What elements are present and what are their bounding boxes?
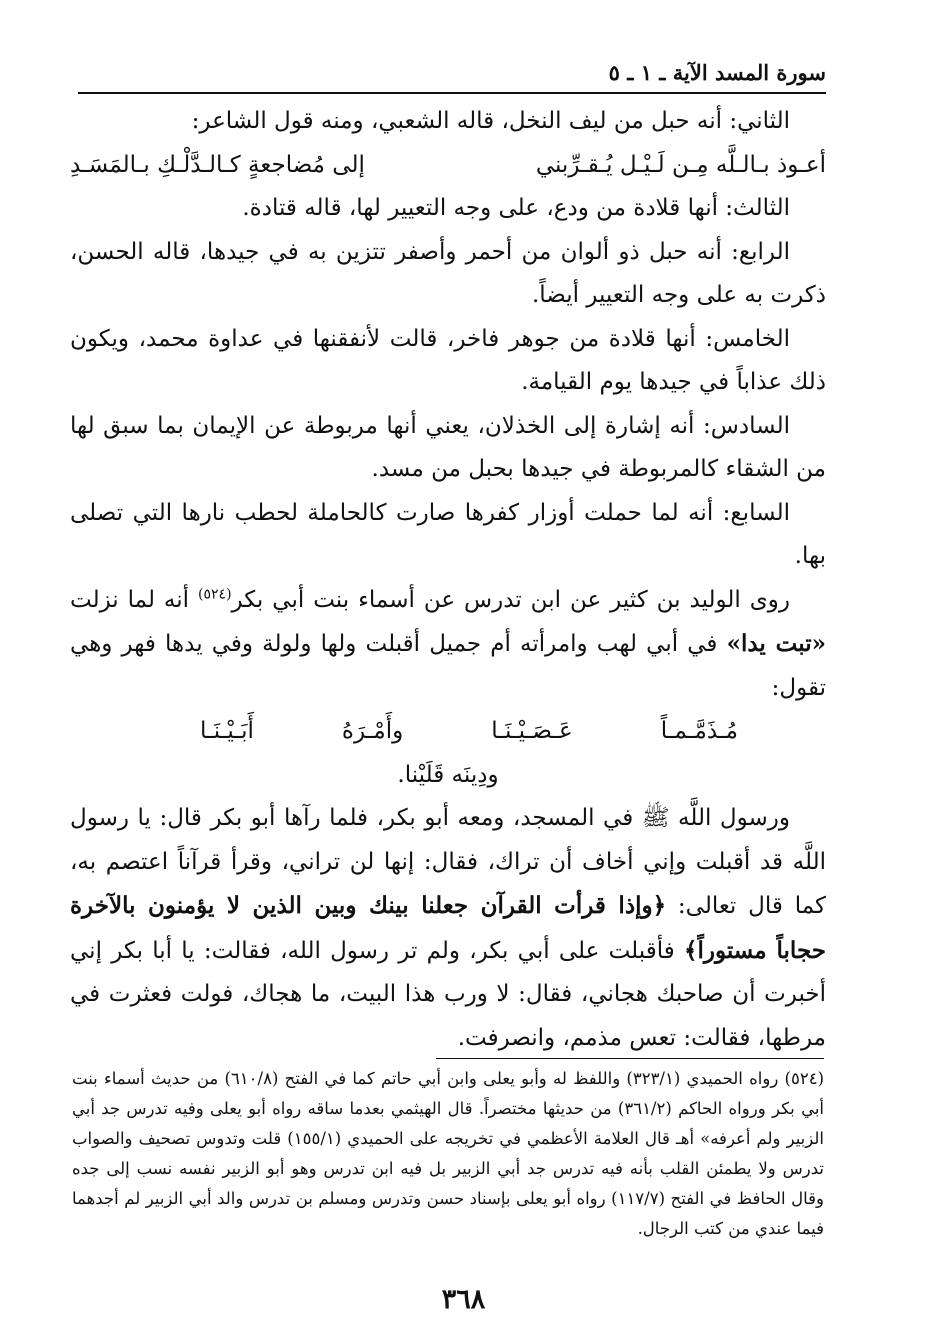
footnote-524: (٥٢٤) رواه الحميدي (٣٢٣/١) واللفظ له وأبو يعلى وابن أبي حاتم كما في الفتح (٦١٠/٨) من حديث أسماء بنت أبي بكر ورواه الحاكم (٣٦١/٢) من حديثها مختصراً. قال الهيثمي بعدما ساقه رواه أبو يعلى وفيه تدرس جد أبي الزبير ولم أعرفه» أهـ قال العلامة الأعظمي في تخريجه على الحميدي (١٥٥/١) قلت وتدوس تصحيف والصواب تدرس ولا يطمئن القلب بأنه فيه تدرس جد أبي الزبير بل فيه ابن تدرس وهو أبو الزبير نفسه نسب إلى جده وقال الحافظ في الفتح (١١٧/٧) رواه أبو يعلى بإسناد حسن وتدرس ومسلم بن تدرس والد أبي الزبير لم أجدهما فيما عندي من كتب الرجال. (72, 1069, 825, 1238)
chant-ending: ودِينَه قَلَيْنا. (397, 761, 499, 788)
chant-verse (70, 710, 826, 754)
paragraph-fourth-opinion: الرابع: أنه حبل ذو ألوان من أحمر وأصفر تتزين به في جيدها، قاله الحسن، ذكرت به على وجه التعيير أيضاً. (70, 238, 826, 308)
story-end: فأقبلت على أبي بكر، ولم تر رسول الله، فقالت: يا أبا بكر إني أخبرت أن صاحبك هجاني، فقال: لا ورب هذا البيت، ما هجاك، فولت فعثرت في مرطها، فقالت: تعس مذمم، وانصرفت. (70, 937, 826, 1051)
chant-word-1: مُـذَمَّـمـاً (660, 718, 738, 744)
page-number: ٣٦٨ (441, 1284, 486, 1315)
chant-word-4: أَبَـيْـنَـا (200, 718, 254, 744)
main-text (70, 100, 826, 1060)
narration-middle: أنه لما نزلت (70, 586, 199, 613)
paragraph-third-opinion: الثالث: أنها قلادة من ودع، على وجه التعيير لها، قاله قتادة. (242, 195, 790, 221)
chant-word-3: وأَمْـرَهُ (341, 718, 404, 744)
quran-quote-hijab: ﴿وإذا قرأت القرآن جعلنا بينك وبين الذين لا يؤمنون بالآخرة حجاباً مستوراً﴾ (70, 892, 827, 964)
chant-word-2: عَـصَـيْـنَـا (491, 718, 573, 744)
header-rule (78, 92, 826, 94)
paragraph-sixth-opinion: السادس: أنه إشارة إلى الخذلان، يعني أنها مربوطة عن الإيمان بما سبق لها من الشقاء كالمربوطة في جيدها بحبل من مسد. (70, 412, 826, 482)
narration-start: روى الوليد بن كثير عن ابن تدرس عن أسماء بنت أبي بكر (231, 586, 790, 613)
footnote-reference: (٥٢٤) (198, 585, 232, 602)
footnotes (72, 1064, 824, 1244)
footnote-rule (436, 1058, 824, 1059)
paragraph-narration (70, 579, 826, 711)
paragraph-fifth-opinion: الخامس: أنها قلادة من جوهر فاخر، قالت لأنفقنها في عداوة محمد، ويكون ذلك عذاباً في جيدها يوم القيامة. (70, 325, 826, 395)
quran-quote-tabbat: «تبت يدا» (726, 630, 826, 657)
paragraph-second-opinion: الثاني: أنه حبل من ليف النخل، قاله الشعبي، ومنه قول الشاعر: (191, 108, 790, 134)
verse-first-hemistich: أعـوذ بـالـلَّه مِـن لَـيْـل يُـقـرِّبني (535, 151, 826, 178)
narration-end: في أبي لهب وامرأته أم جميل أقبلت ولها ولولة وفي يدها فهر وهي تقول: (70, 631, 826, 701)
poem-verse (70, 144, 826, 188)
paragraph-seventh-opinion: السابع: أنه لما حملت أوزار كفرها صارت كالحاملة لحطب نارها التي تصلى بها. (70, 499, 826, 569)
story-start: ورسول اللَّه ﷺ في المسجد، ومعه أبو بكر، فلما رآها أبو بكر قال: يا رسول اللَّه قد أقبلت وإني أخاف أن تراك، فقال: إنها لن تراني، وقرأ قرآناً اعتصم به، كما قال تعالى: (70, 805, 826, 919)
verse-second-hemistich: إلى مُضاجعةٍ كـالـدَّلْـكِ بـالمَسَـدِ (70, 151, 365, 178)
running-header: سورة المسد الآية ـ ١ ـ ٥ (608, 60, 826, 85)
paragraph-story (70, 797, 826, 1060)
